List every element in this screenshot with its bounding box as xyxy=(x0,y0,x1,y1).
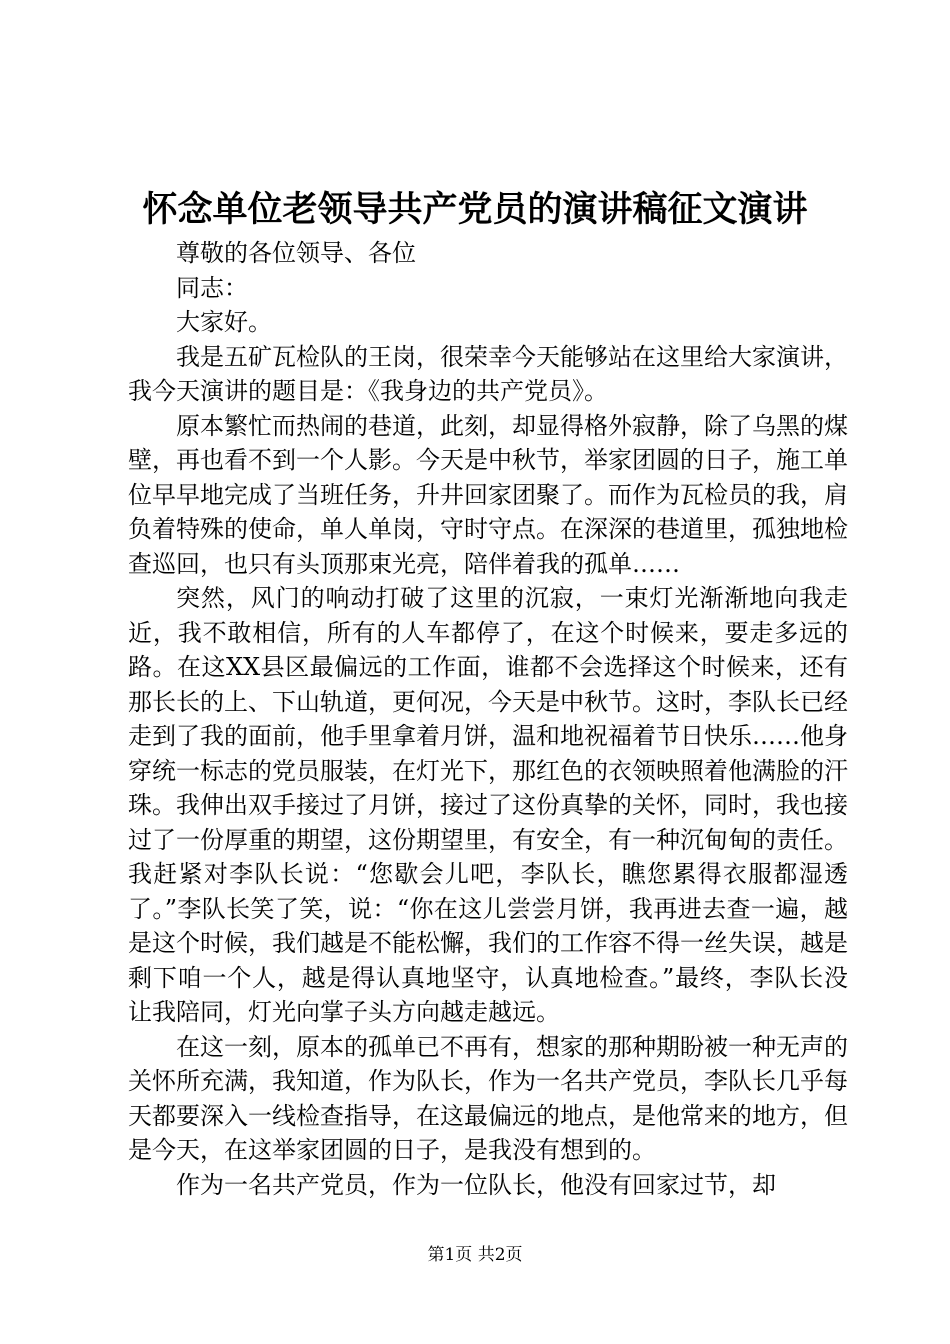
body-paragraph: 突然，风门的响动打破了这里的沉寂，一束灯光渐渐地向我走近，我不敢相信，所有的人车都停了，在这个时候来，要走多远的路。在这XX县区最偏远的工作面，谁都不会选择这个时候来，还有那长长的上、下山轨道，更何况，今天是中秋节。这时，李队长已经走到了我的面前，他手里拿着月饼，温和地祝福着节日快乐……他身穿统一标志的党员服装，在灯光下，那红色的衣领映照着他满脸的汗珠。我伸出双手接过了月饼，接过了这份真挚的关怀，同时，我也接过了一份厚重的期望，这份期望里，有安全，有一种沉甸甸的责任。我赶紧对李队长说：“您歇会儿吧，李队长，瞧您累得衣服都湿透了。”李队长笑了笑，说：“你在这儿尝尝月饼，我再进去查一遍，越是这个时候，我们越是不能松懈，我们的工作容不得一丝失误，越是剩下咱一个人，越是得认真地坚守，认真地检查。”最终，李队长没让我陪同，灯光向掌子头方向越走越远。 xyxy=(128,584,848,1026)
document-title: 怀念单位老领导共产党员的演讲稿征文演讲 xyxy=(142,189,808,230)
greeting-paragraph: 大家好。 xyxy=(176,308,272,336)
greeting-paragraph: 尊敬的各位领导、各位 xyxy=(176,239,416,267)
body-paragraph: 作为一名共产党员，作为一位队长，他没有回家过节，却 xyxy=(176,1170,776,1199)
body-paragraph: 在这一刻，原本的孤单已不再有，想家的那种期盼被一种无声的关怀所充满，我知道，作为队长，作为一名共产党员，李队长几乎每天都要深入一线检查指导，在这最偏远的地点，是他常来的地方，但是今天，在这举家团圆的日子，是我没有想到的。 xyxy=(128,1032,848,1164)
body-paragraph: 原本繁忙而热闹的巷道，此刻，却显得格外寂静，除了乌黑的煤壁，再也看不到一个人影。今天是中秋节，举家团圆的日子，施工单位早早地完成了当班任务，升井回家团聚了。而作为瓦检员的我，肩负着特殊的使命，单人单岗，守时守点。在深深的巷道里，孤独地检查巡回，也只有头顶那束光亮，陪伴着我的孤单…… xyxy=(128,411,848,578)
page-number-footer: 第1页 共2页 xyxy=(427,1245,523,1265)
document-body xyxy=(128,236,848,1202)
greeting-paragraph: 同志： xyxy=(176,273,248,302)
body-paragraph: 我是五矿瓦检队的王岗，很荣幸今天能够站在这里给大家演讲，我今天演讲的题目是：《我身边的共产党员》。 xyxy=(128,342,848,405)
